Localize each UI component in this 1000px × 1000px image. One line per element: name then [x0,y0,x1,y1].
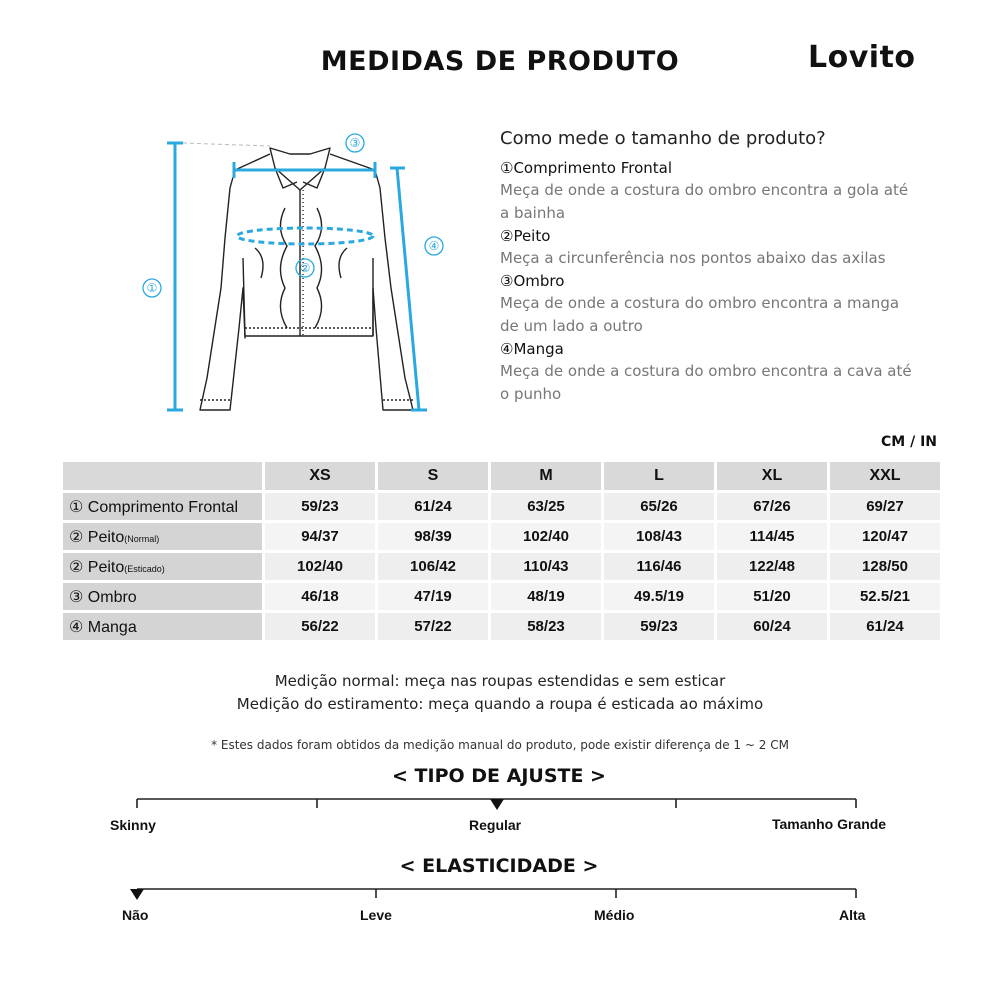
table-cell: 61/24 [830,613,940,640]
table-cell: 51/20 [717,583,827,610]
table-row [63,583,940,610]
table-cell: 116/46 [604,553,714,580]
guide-desc-line: Meça de onde a costura do ombro encontra a gola até [500,181,909,199]
guide-desc-line: Meça de onde a costura do ombro encontra a cava até [500,362,912,380]
size-header-row [63,462,940,490]
size-header-cell: S [378,462,488,490]
row-label [63,523,262,550]
table-row [63,553,940,580]
elasticity-label-light: Leve [360,907,392,923]
table-cell: 63/25 [491,493,601,520]
table-cell: 48/19 [491,583,601,610]
fit-type-title: < TIPO DE AJUSTE > [392,765,606,787]
table-cell: 58/23 [491,613,601,640]
guide-heading-chest: ②Peito [500,227,551,245]
table-row [63,493,940,520]
row-label [63,583,262,610]
table-cell: 106/42 [378,553,488,580]
guide-desc-line: Meça a circunferência nos pontos abaixo das axilas [500,249,886,267]
row-label [63,493,262,520]
elasticity-title: < ELASTICIDADE > [399,855,599,877]
row-label-sub: (Esticado) [124,563,165,574]
row-label [63,613,262,640]
table-cell: 60/24 [717,613,827,640]
fit-selected-marker [490,799,504,810]
fit-label-large: Tamanho Grande [772,816,887,832]
table-cell: 49.5/19 [604,583,714,610]
shirt-outline [200,154,413,410]
marker-3: ③ [349,136,361,150]
normal-measurement-note: Medição normal: meça nas roupas estendidas e sem esticar [274,672,726,690]
unit-label: CM / IN [881,434,937,450]
disclaimer-note: * Estes dados foram obtidos da medição manual do produto, pode existir diferença de 1 ~ 2 CM [211,738,789,752]
table-cell: 61/24 [378,493,488,520]
guide-desc-line: o punho [500,385,562,403]
table-cell: 102/40 [491,523,601,550]
table-cell: 57/22 [378,613,488,640]
table-cell: 46/18 [265,583,375,610]
guide-heading-front-length: ①Comprimento Frontal [500,159,673,177]
brand-logo: Lovito [808,40,916,75]
chest-line [237,228,373,244]
table-cell: 110/43 [491,553,601,580]
marker-2: ② [299,261,311,275]
size-header-cell: M [491,462,601,490]
fit-label-skinny: Skinny [110,817,156,833]
marker-4: ④ [428,239,440,253]
table-cell: 122/48 [717,553,827,580]
stretch-measurement-note: Medição do estiramento: meça quando a roupa é esticada ao máximo [236,695,764,713]
measuring-guide [500,128,920,406]
fit-scale [0,790,1000,810]
elasticity-scale [0,880,1000,900]
size-header-cell: XXL [830,462,940,490]
elasticity-selected-marker [130,889,144,900]
row-label-text: ② Peito [69,558,125,576]
table-cell: 56/22 [265,613,375,640]
size-table [60,459,943,643]
marker-1: ① [146,281,158,295]
table-cell: 59/23 [604,613,714,640]
fit-label-regular: Regular [469,817,522,833]
elasticity-label-medium: Médio [594,907,635,923]
table-cell: 69/27 [830,493,940,520]
table-cell: 94/37 [265,523,375,550]
table-cell: 120/47 [830,523,940,550]
table-cell: 47/19 [378,583,488,610]
row-label-text: ② Peito [69,528,125,546]
guide-question: Como mede o tamanho de produto? [500,128,826,149]
size-header-cell: L [604,462,714,490]
guide-desc-line: a bainha [500,204,566,222]
table-cell: 67/26 [717,493,827,520]
table-cell: 128/50 [830,553,940,580]
row-label-text: ③ Ombro [69,588,137,606]
table-row [63,523,940,550]
size-header-cell: XL [717,462,827,490]
table-cell: 98/39 [378,523,488,550]
sleeve-line [397,168,419,410]
row-label [63,553,262,580]
table-cell: 108/43 [604,523,714,550]
table-cell: 114/45 [717,523,827,550]
guide-desc-line: de um lado a outro [500,317,643,335]
table-cell: 65/26 [604,493,714,520]
garment-illustration [135,128,455,423]
table-cell: 59/23 [265,493,375,520]
header-blank-cell [63,462,262,490]
guide-heading-shoulder: ③Ombro [500,272,565,290]
elasticity-label-high: Alta [839,907,866,923]
page-title: MEDIDAS DE PRODUTO [320,46,680,77]
row-label-sub: (Normal) [124,533,160,544]
table-cell: 102/40 [265,553,375,580]
size-header-cell: XS [265,462,375,490]
table-row [63,613,940,640]
guide-desc-line: Meça de onde a costura do ombro encontra a manga [500,294,900,312]
row-label-text: ④ Manga [69,618,137,636]
row-label-text: ① Comprimento Frontal [69,498,239,516]
table-cell: 52.5/21 [830,583,940,610]
guide-heading-sleeve: ④Manga [500,340,564,358]
elasticity-label-none: Não [122,907,149,923]
